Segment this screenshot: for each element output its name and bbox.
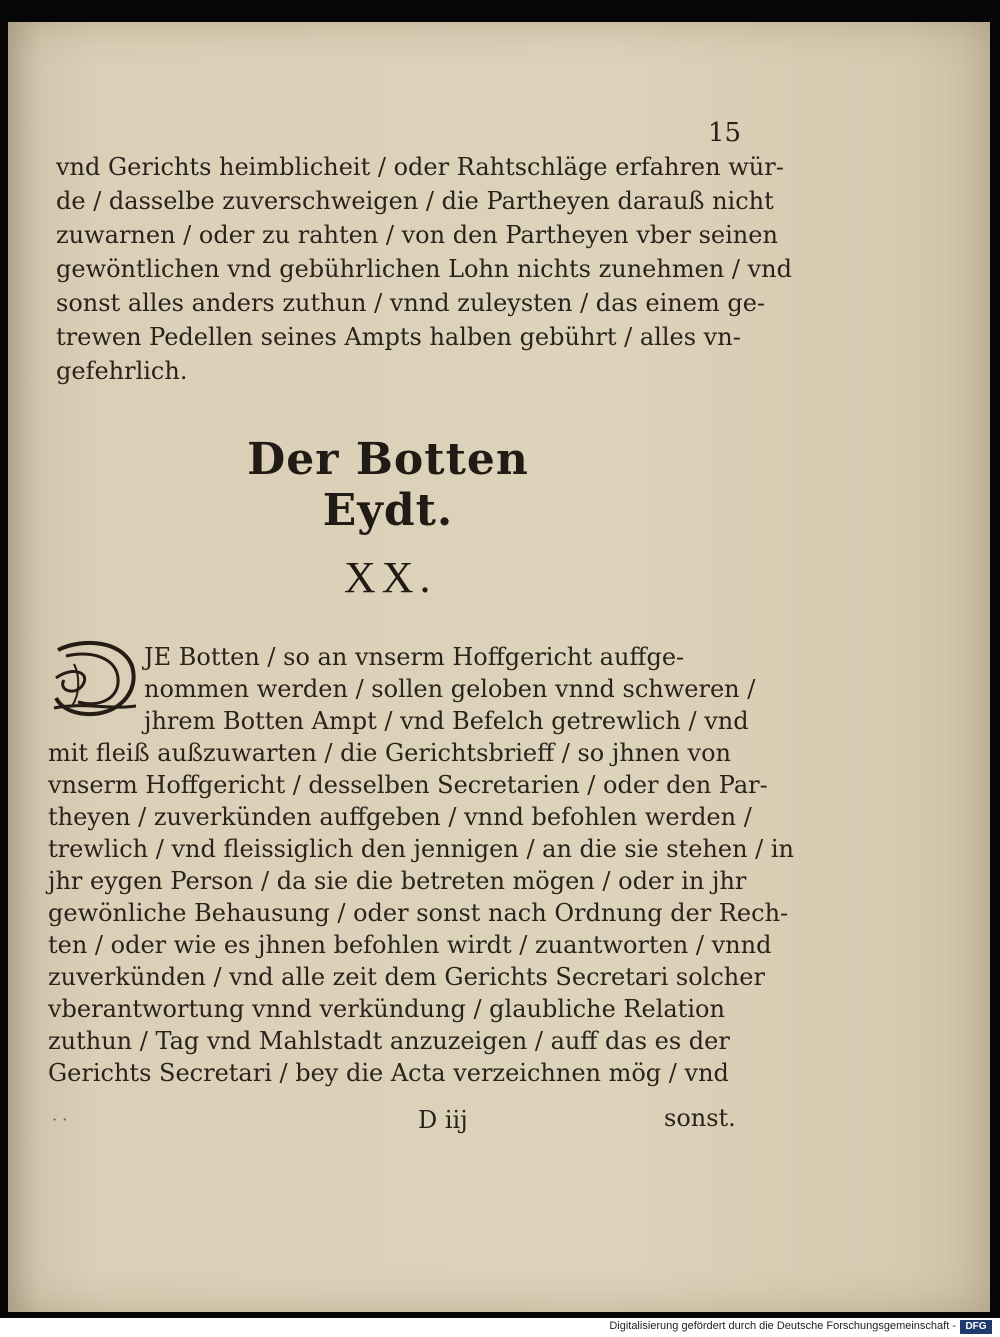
text-line: nommen werden / sollen geloben vnnd schweren /: [144, 675, 756, 703]
signature-mark: D iij: [418, 1106, 468, 1134]
text-line: zuverkünden / vnd alle zeit dem Gerichts Secretari solcher: [48, 963, 765, 991]
text-line: JE Botten / so an vnserm Hoffgericht auffge-: [144, 643, 685, 671]
text-line: jhr eygen Person / da sie die betreten mögen / oder in jhr: [48, 867, 747, 895]
text-line: gefehrlich.: [56, 357, 188, 385]
text-line: zuthun / Tag vnd Mahlstadt anzuzeigen / auff das es der: [48, 1027, 730, 1055]
text-line: gewöntlichen vnd gebührlichen Lohn nichts zunehmen / vnd: [56, 255, 792, 283]
dfg-logo-icon: DFG: [960, 1320, 992, 1334]
text-line: de / dasselbe zuverschweigen / die Partheyen darauß nicht: [56, 187, 774, 215]
text-line: trewen Pedellen seines Ampts halben gebührt / alles vn-: [56, 323, 741, 351]
section-numeral: XX.: [344, 553, 437, 602]
text-line: vnserm Hoffgericht / desselben Secretarien / oder den Par-: [48, 771, 768, 799]
dfg-notice: Digitalisierung gefördert durch die Deutsche Forschungsgemeinschaft -: [609, 1320, 956, 1332]
section-heading: Der Botten Eydt.: [247, 434, 529, 536]
text-line: Gerichts Secretari / bey die Acta verzeichnen mög / vnd: [48, 1059, 729, 1087]
ink-specks: · ·: [52, 1110, 68, 1129]
text-line: mit fleiß außzuwarten / die Gerichtsbrieff / so jhnen von: [48, 739, 731, 767]
text-line: ten / oder wie es jhnen befohlen wirdt / zuantworten / vnnd: [48, 931, 772, 959]
page-number: 15: [708, 118, 742, 148]
text-line: zuwarnen / oder zu rahten / von den Partheyen vber seinen: [56, 221, 778, 249]
decorated-initial-icon: [52, 636, 138, 720]
text-line: sonst alles anders zuthun / vnnd zuleysten / das einem ge-: [56, 289, 766, 317]
catchword: sonst.: [664, 1104, 736, 1132]
text-line: vnd Gerichts heimblicheit / oder Rahtschläge erfahren wür-: [56, 153, 784, 181]
text-line: vberantwortung vnnd verkündung / glaubliche Relation: [48, 995, 725, 1023]
text-line: trewlich / vnd fleissiglich den jennigen / an die sie stehen / in: [48, 835, 795, 863]
text-line: gewönliche Behausung / oder sonst nach Ordnung der Rech-: [48, 899, 789, 927]
text-line: theyen / zuverkünden auffgeben / vnnd befohlen werden /: [48, 803, 752, 831]
dfg-funding-bar: [0, 1318, 1000, 1337]
text-line: jhrem Botten Ampt / vnd Befelch getrewlich / vnd: [144, 707, 749, 735]
book-page: [8, 22, 990, 1312]
